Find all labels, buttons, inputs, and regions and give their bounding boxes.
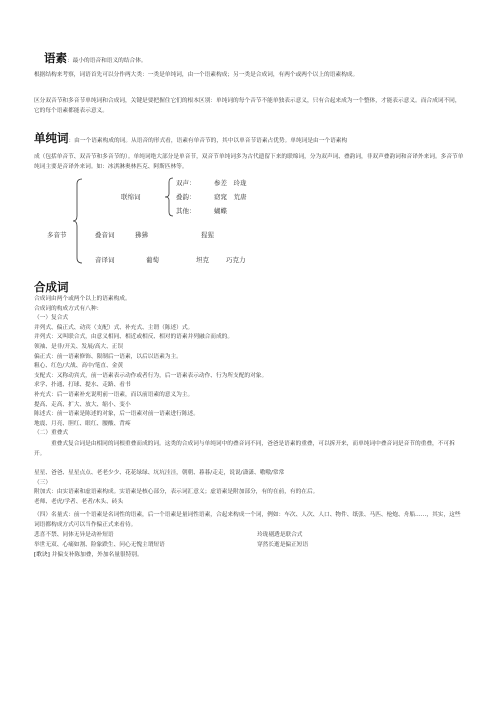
compound-list-2 — [34, 469, 318, 507]
tree-dieyin-example-1: 狒狒 — [135, 231, 148, 239]
tree-yinyi-example-3: 巧克力 — [226, 256, 246, 264]
text-line: 地震、月亮、胆红、眼红、腰酸、背疼 — [34, 420, 131, 427]
text-line: 陈述式：前一语素是陈述的对象，后一语素对前一语素进行陈述。 — [34, 411, 199, 418]
paragraph-simple-word: 成（包括单音节、双音节和多音节的）。单纯词绝大部分是单音节，双音节单纯词多为古代遗留下来的联绵词，分为双声词、叠韵词，非双声叠韵词和音译外来词。多音节单纯词主要是音译外来词。如：冰淇淋奥林匹克、阿斯匹林等。 — [34, 154, 464, 170]
text-line: 星星、爸爸、星星点点、老老少少、花花绿绿、坑坑洼洼，朝朝、暮暮/走走，说说/潇潇、嗷嗷/常常 — [34, 470, 285, 476]
text-line: 附加式：由实语素和虚语素构成。实语素是核心部分，表示词汇意义；虚语素是附加部分，有的在前，有的在后。 — [34, 489, 319, 496]
text-line: 提高、走高、扩大、放大、缩小、变小 — [34, 401, 131, 408]
pair-1-right: 玲珑剔透是联合式 — [257, 532, 303, 538]
tree-qita-examples: 蝴蝶 — [214, 207, 227, 215]
text-line: 领袖、是非/开关、发展/高大、正误 — [34, 343, 124, 350]
tree-qita-label: 其他： — [176, 207, 196, 215]
tree-shuangsheng-examples: 参差 玲珑 — [214, 179, 247, 187]
compound-word-heading: 合成词 — [34, 280, 69, 294]
pair-1-left: 悲喜不禁、同体无异是动补短语 — [34, 532, 114, 538]
tree-shuangsheng-label: 双声： — [176, 179, 196, 187]
paragraph-word-classes: 根据结构来考察，词语首先可以分作两大类：一类是单纯词，由一个语素构成；另一类是合成词，有两个或两个以上的语素构成。 — [34, 72, 359, 78]
text-line: （三） — [34, 479, 52, 486]
text-line: 合成词的构成方式有八种： — [34, 305, 103, 312]
tree-node-yinyi: 音译词 — [95, 256, 115, 264]
text-line: 并列式：又叫联合式，由意义相同、相近或相反、相对的语素并列融合而成的。 — [34, 334, 234, 341]
tree-dieyin-example-2: 猩猩 — [201, 231, 214, 239]
text-line: 并列式、偏正式、动宾（支配）式、补充式、主谓（陈述）式。 — [34, 324, 194, 331]
text-line: 偏正式：前一语素修饰、限制后一语素，以后以语素为主。 — [34, 353, 182, 360]
tree-yinyi-example-2: 坦克 — [196, 256, 209, 264]
section-simple-word — [34, 127, 347, 147]
pair-line-2-right — [257, 541, 308, 551]
tree-node-dieyin: 叠音词 — [95, 231, 115, 239]
text-line: 求学、扑通、打球、提水、走路、看书 — [34, 382, 131, 389]
paragraph-noun-measure: （四）名量式：前一个语素是名词性的语素，后一个语素是量词性语素，合起来构成一个词，例如：车次、人次、人口、物件、纸张、马匹、枪炮、舟船……，其实，这些词语都构成方式可以当作偏正式来看待。 — [34, 512, 461, 528]
pair-line-2 — [34, 541, 165, 551]
mnemonic-tag: [歌诀] — [34, 552, 50, 558]
tree-dieyun-examples: 窈窕 荒唐 — [214, 193, 247, 201]
pair-line-1 — [34, 531, 114, 541]
text-line: 粗心、红色/大战、高中/笔直、金黄 — [34, 363, 124, 370]
text-line: 补充式：后一语素补充说明前一语素，而以前语素的意义为主。 — [34, 391, 194, 398]
pair-2-right: 穿然长逝是偏正短语 — [257, 542, 309, 548]
tree-yinyi-example-1: 葡萄 — [146, 256, 159, 264]
paragraph-reduplication: 重叠式复合词是由相同的词根重叠而成的词。这类的合成词与单纯词中的叠音词不同，爸爸是语素的重叠，可以拆开来，而单纯词中叠音词是音节的重叠，不可拆开。 — [34, 441, 455, 457]
tree-dieyun-label: 叠韵： — [176, 193, 196, 201]
inner-brace — [164, 177, 174, 217]
text-line: 老师、老虎/学者、老者/木头、砖头 — [34, 498, 124, 505]
morpheme-definition: ：最小的语音和语义的结合体。 — [67, 58, 147, 64]
compound-list-1 — [34, 295, 267, 439]
tree-node-lianmian: 联绵词 — [121, 193, 141, 201]
pair-line-1-right — [257, 531, 303, 541]
text-line: 支配式：又称动宾式，前一语素表示动作或者行为，后一语素表示动作、行为所支配的对象。 — [34, 372, 268, 379]
simple-word-lead: ：由一个语素构成的词。从语音的形式看，语素有单音节的，其中以单音节语素占优势。单纯词是由一个语素构 — [68, 138, 348, 144]
simple-word-heading: 单纯词 — [34, 131, 69, 145]
tree-root-polysyllable: 多音节 — [47, 231, 67, 239]
mnemonic-text: 并偏支补陈加叠，外加名量很特别。 — [49, 552, 143, 558]
mnemonic-line — [34, 551, 143, 561]
text-line: （一）复合式 — [34, 315, 69, 322]
pair-2-left: 举世无双、心痛如割、险象跌生、问心无愧主谓短语 — [34, 542, 165, 548]
section-compound-word — [34, 276, 69, 295]
section-morpheme — [44, 47, 147, 67]
text-line: 合成词由两个或两个以上的语素构成。 — [34, 296, 131, 302]
morpheme-heading: 语素 — [44, 51, 67, 65]
text-line: （二）重叠式 — [34, 430, 69, 437]
outer-brace — [72, 178, 84, 264]
paragraph-distinction: 区分双音节和多音节单纯词和合成词，关键是要把握住它们的根本区别：单纯词的每个音节不能单独表示意义，只有合起来成为一个整体，才能表示意义。而合成词不同，它的每个语素都能表示意义。 — [34, 98, 461, 114]
